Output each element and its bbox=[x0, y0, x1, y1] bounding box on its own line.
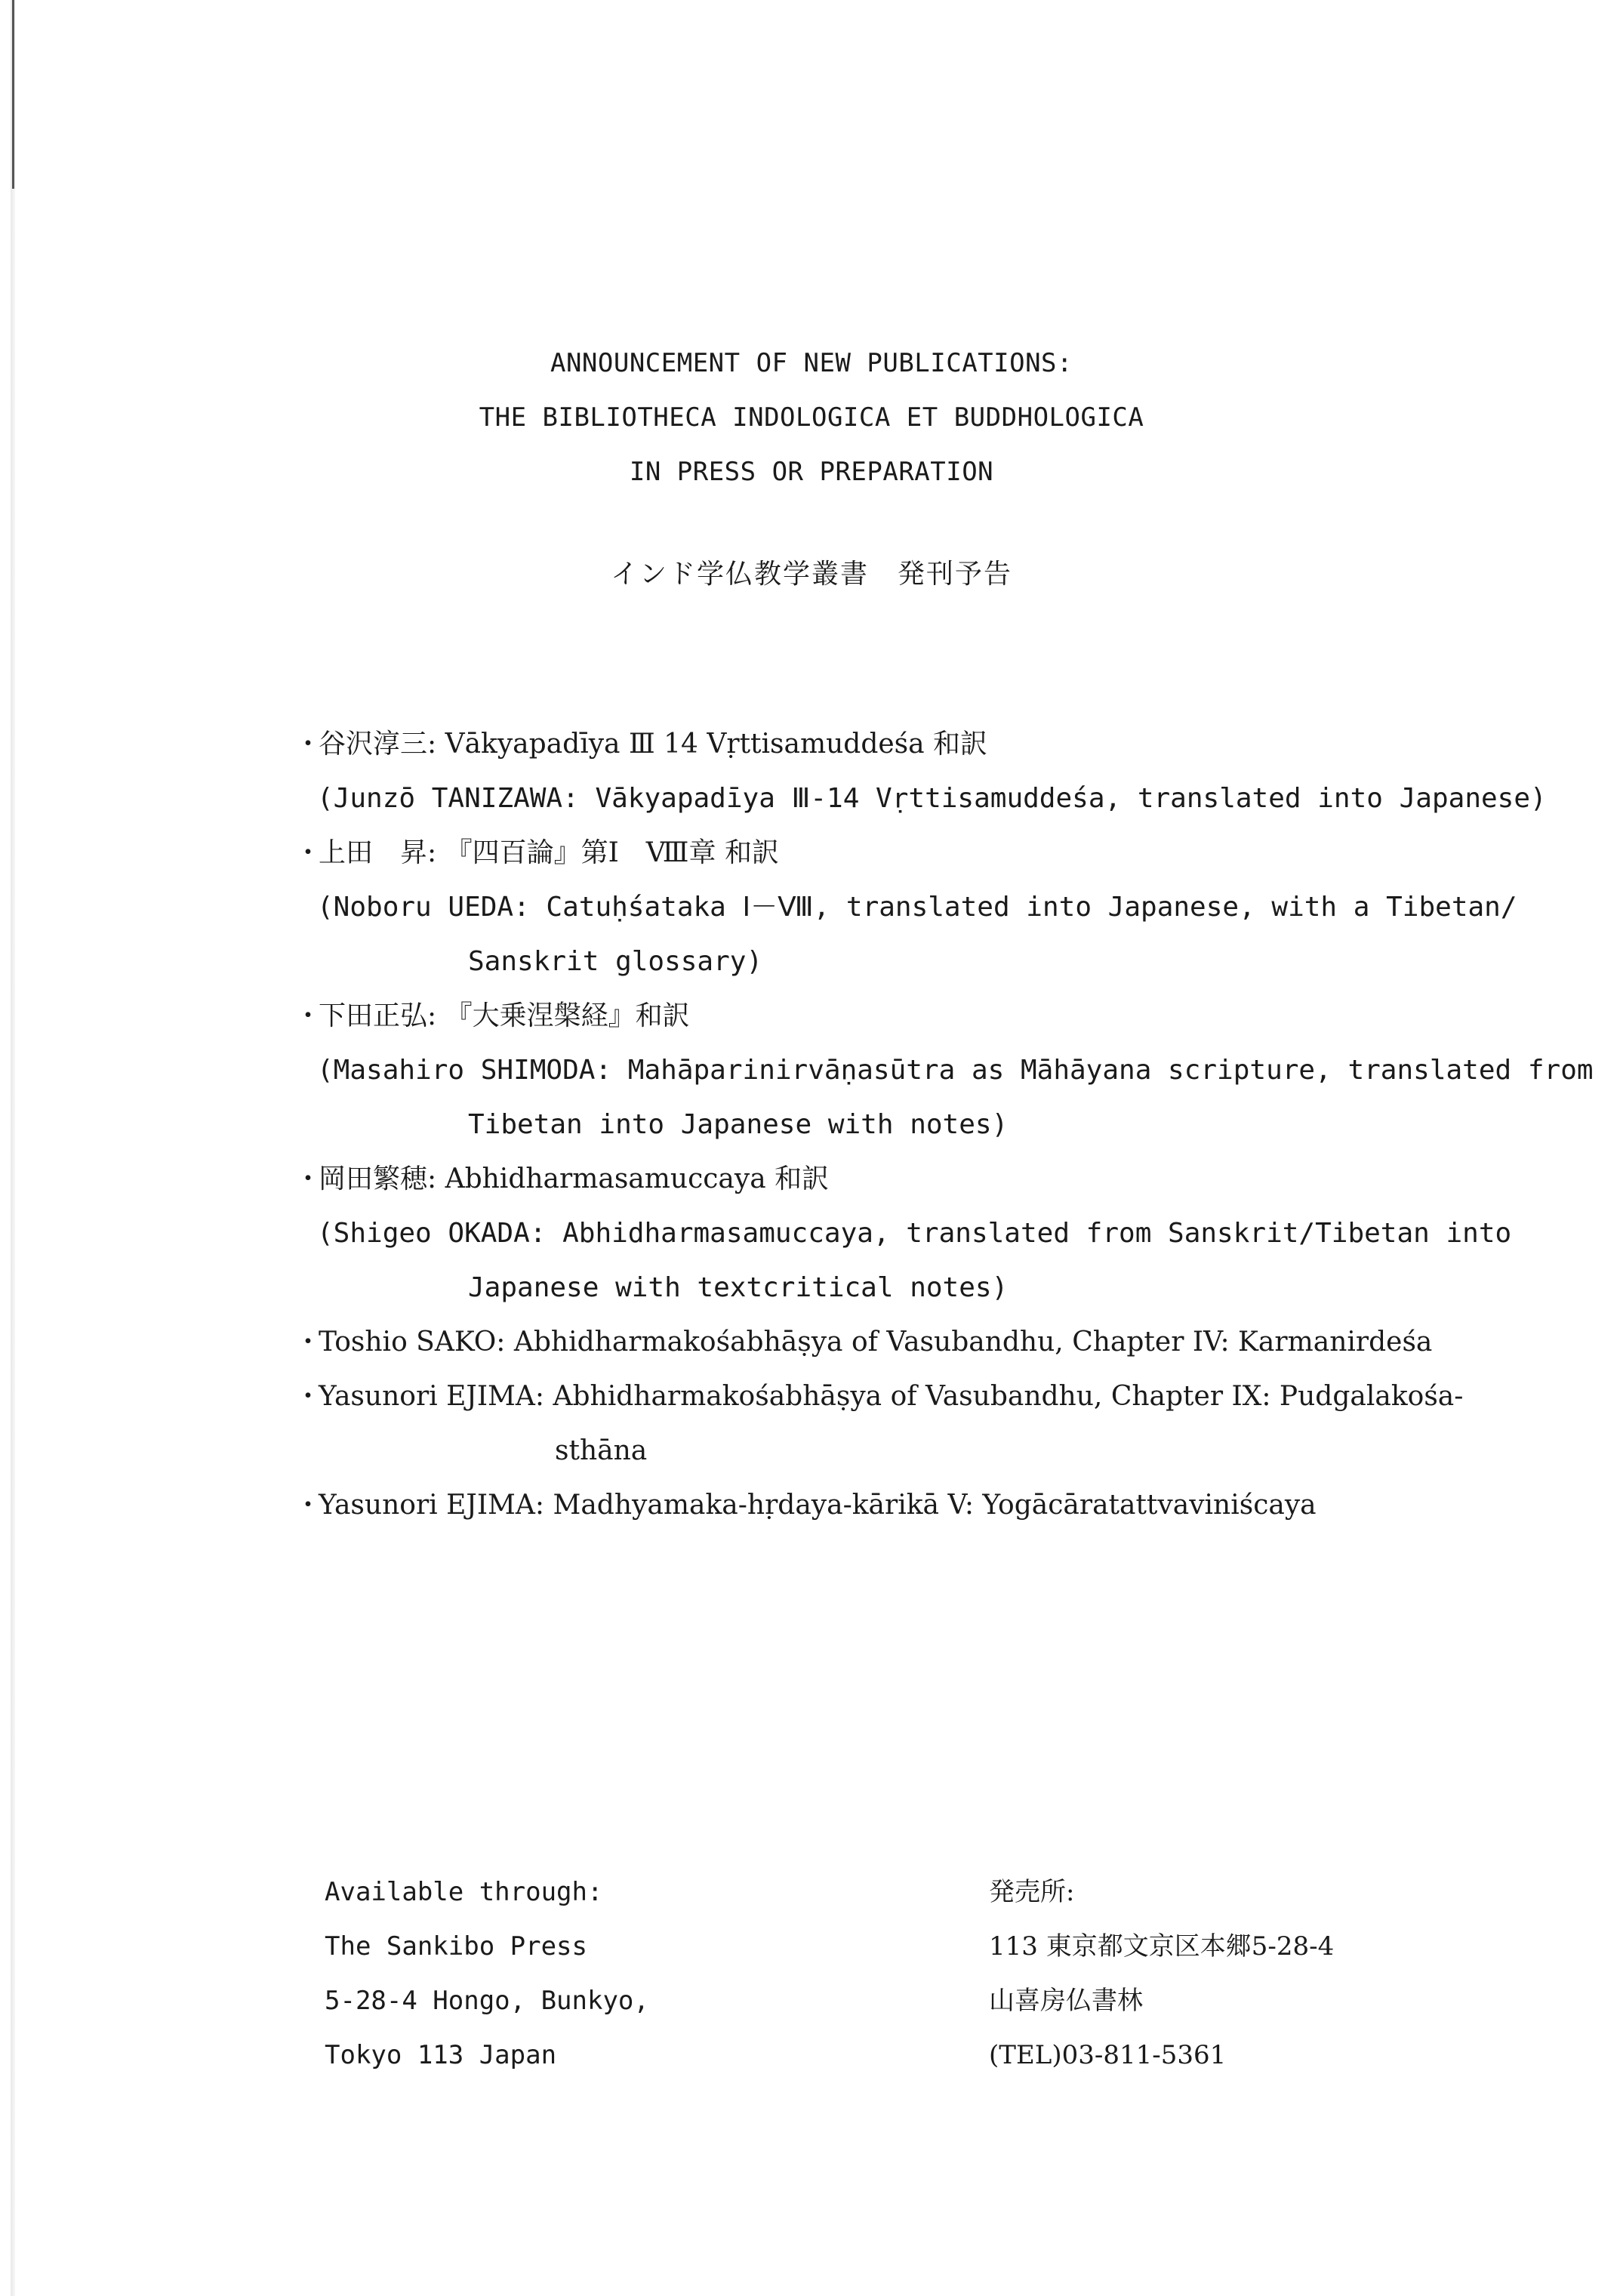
availability-english bbox=[325, 1865, 649, 2082]
bullet: ・ bbox=[294, 1490, 322, 1521]
distributor-address: 113 東京都文京区本郷5-28-4 bbox=[989, 1931, 1335, 1962]
list-item bbox=[294, 717, 1570, 772]
list-item bbox=[294, 826, 1570, 880]
list-item-continuation bbox=[294, 1424, 1570, 1478]
item-text: Yasunori EJIMA: Madhyamaka-hṛdaya-kārikā V: Yogācāratattvaviniścaya bbox=[319, 1490, 1317, 1521]
list-item-translation bbox=[294, 880, 1570, 935]
list-item-translation bbox=[294, 1043, 1594, 1098]
item-text-cont: sthāna bbox=[555, 1435, 648, 1466]
item-jp: 岡田繁穂: Abhidharmasamuccaya 和訳 bbox=[319, 1163, 830, 1194]
scan-edge-mark bbox=[12, 0, 14, 189]
announcement-header bbox=[0, 336, 1623, 499]
publisher-name: The Sankibo Press bbox=[325, 1931, 587, 1962]
item-en-cont: Tibetan into Japanese with notes) bbox=[468, 1109, 1009, 1140]
bullet: ・ bbox=[294, 1327, 322, 1358]
item-en-cont: Sanskrit glossary) bbox=[468, 946, 763, 977]
list-item bbox=[294, 1478, 1570, 1533]
item-text: Toshio SAKO: Abhidharmakośabhāṣya of Vasubandhu, Chapter IV: Karmanirdeśa bbox=[319, 1327, 1433, 1358]
item-en-cont: Japanese with textcritical notes) bbox=[468, 1272, 1009, 1303]
header-line-1: ANNOUNCEMENT OF NEW PUBLICATIONS: bbox=[550, 348, 1073, 378]
distributor-name: 山喜房仏書林 bbox=[989, 1986, 1143, 2016]
list-item-continuation bbox=[294, 1261, 1570, 1315]
item-jp: 下田正弘: 『大乗涅槃経』和訳 bbox=[319, 1000, 690, 1031]
item-en: (Junzō TANIZAWA: Vākyapadīya Ⅲ-14 Vṛttisamuddeśa, translated into Japanese) bbox=[317, 783, 1547, 814]
distributor-phone: (TEL)03-811-5361 bbox=[989, 2040, 1227, 2070]
item-jp: 谷沢淳三: Vākyapadīya Ⅲ 14 Vṛttisamuddeśa 和訳 bbox=[319, 729, 988, 760]
bullet: ・ bbox=[294, 1163, 322, 1194]
publication-list bbox=[294, 717, 1594, 1533]
list-item bbox=[294, 1370, 1570, 1424]
distributor-label: 発売所: bbox=[989, 1877, 1075, 1907]
list-item-translation bbox=[294, 1207, 1570, 1261]
list-item-continuation bbox=[294, 935, 1570, 989]
availability-japanese bbox=[989, 1865, 1334, 2082]
bullet: ・ bbox=[294, 729, 322, 760]
available-through-label: Available through: bbox=[325, 1877, 603, 1907]
header-line-3: IN PRESS OR PREPARATION bbox=[629, 457, 994, 487]
item-text: Yasunori EJIMA: Abhidharmakośabhāṣya of Vasubandhu, Chapter IX: Pudgalakośa- bbox=[319, 1381, 1464, 1412]
list-item bbox=[294, 1152, 1570, 1207]
bullet: ・ bbox=[294, 837, 322, 868]
item-en: (Noboru UEDA: Catuḥśataka Ⅰ－Ⅷ, translated into Japanese, with a Tibetan/ bbox=[317, 892, 1517, 923]
publisher-address: 5-28-4 Hongo, Bunkyo, bbox=[325, 1986, 649, 2016]
publisher-city: Tokyo 113 Japan bbox=[325, 2040, 557, 2070]
header-line-2: THE BIBLIOTHECA INDOLOGICA ET BUDDHOLOGICA bbox=[479, 402, 1144, 433]
list-item bbox=[294, 989, 1570, 1043]
japanese-title: インド学仏教学叢書 発刊予告 bbox=[610, 559, 1012, 590]
item-jp: 上田 昇: 『四百論』第Ⅰ Ⅷ章 和訳 bbox=[319, 837, 779, 868]
bullet: ・ bbox=[294, 1000, 322, 1031]
list-item-translation bbox=[294, 772, 1570, 826]
list-item-continuation bbox=[294, 1098, 1570, 1152]
bullet: ・ bbox=[294, 1381, 322, 1412]
item-en: (Shigeo OKADA: Abhidharmasamuccaya, translated from Sanskrit/Tibetan into bbox=[317, 1218, 1512, 1249]
list-item bbox=[294, 1315, 1570, 1370]
item-en: (Masahiro SHIMODA: Mahāparinirvāṇasūtra as Māhāyana scripture, translated from bbox=[317, 1055, 1594, 1086]
